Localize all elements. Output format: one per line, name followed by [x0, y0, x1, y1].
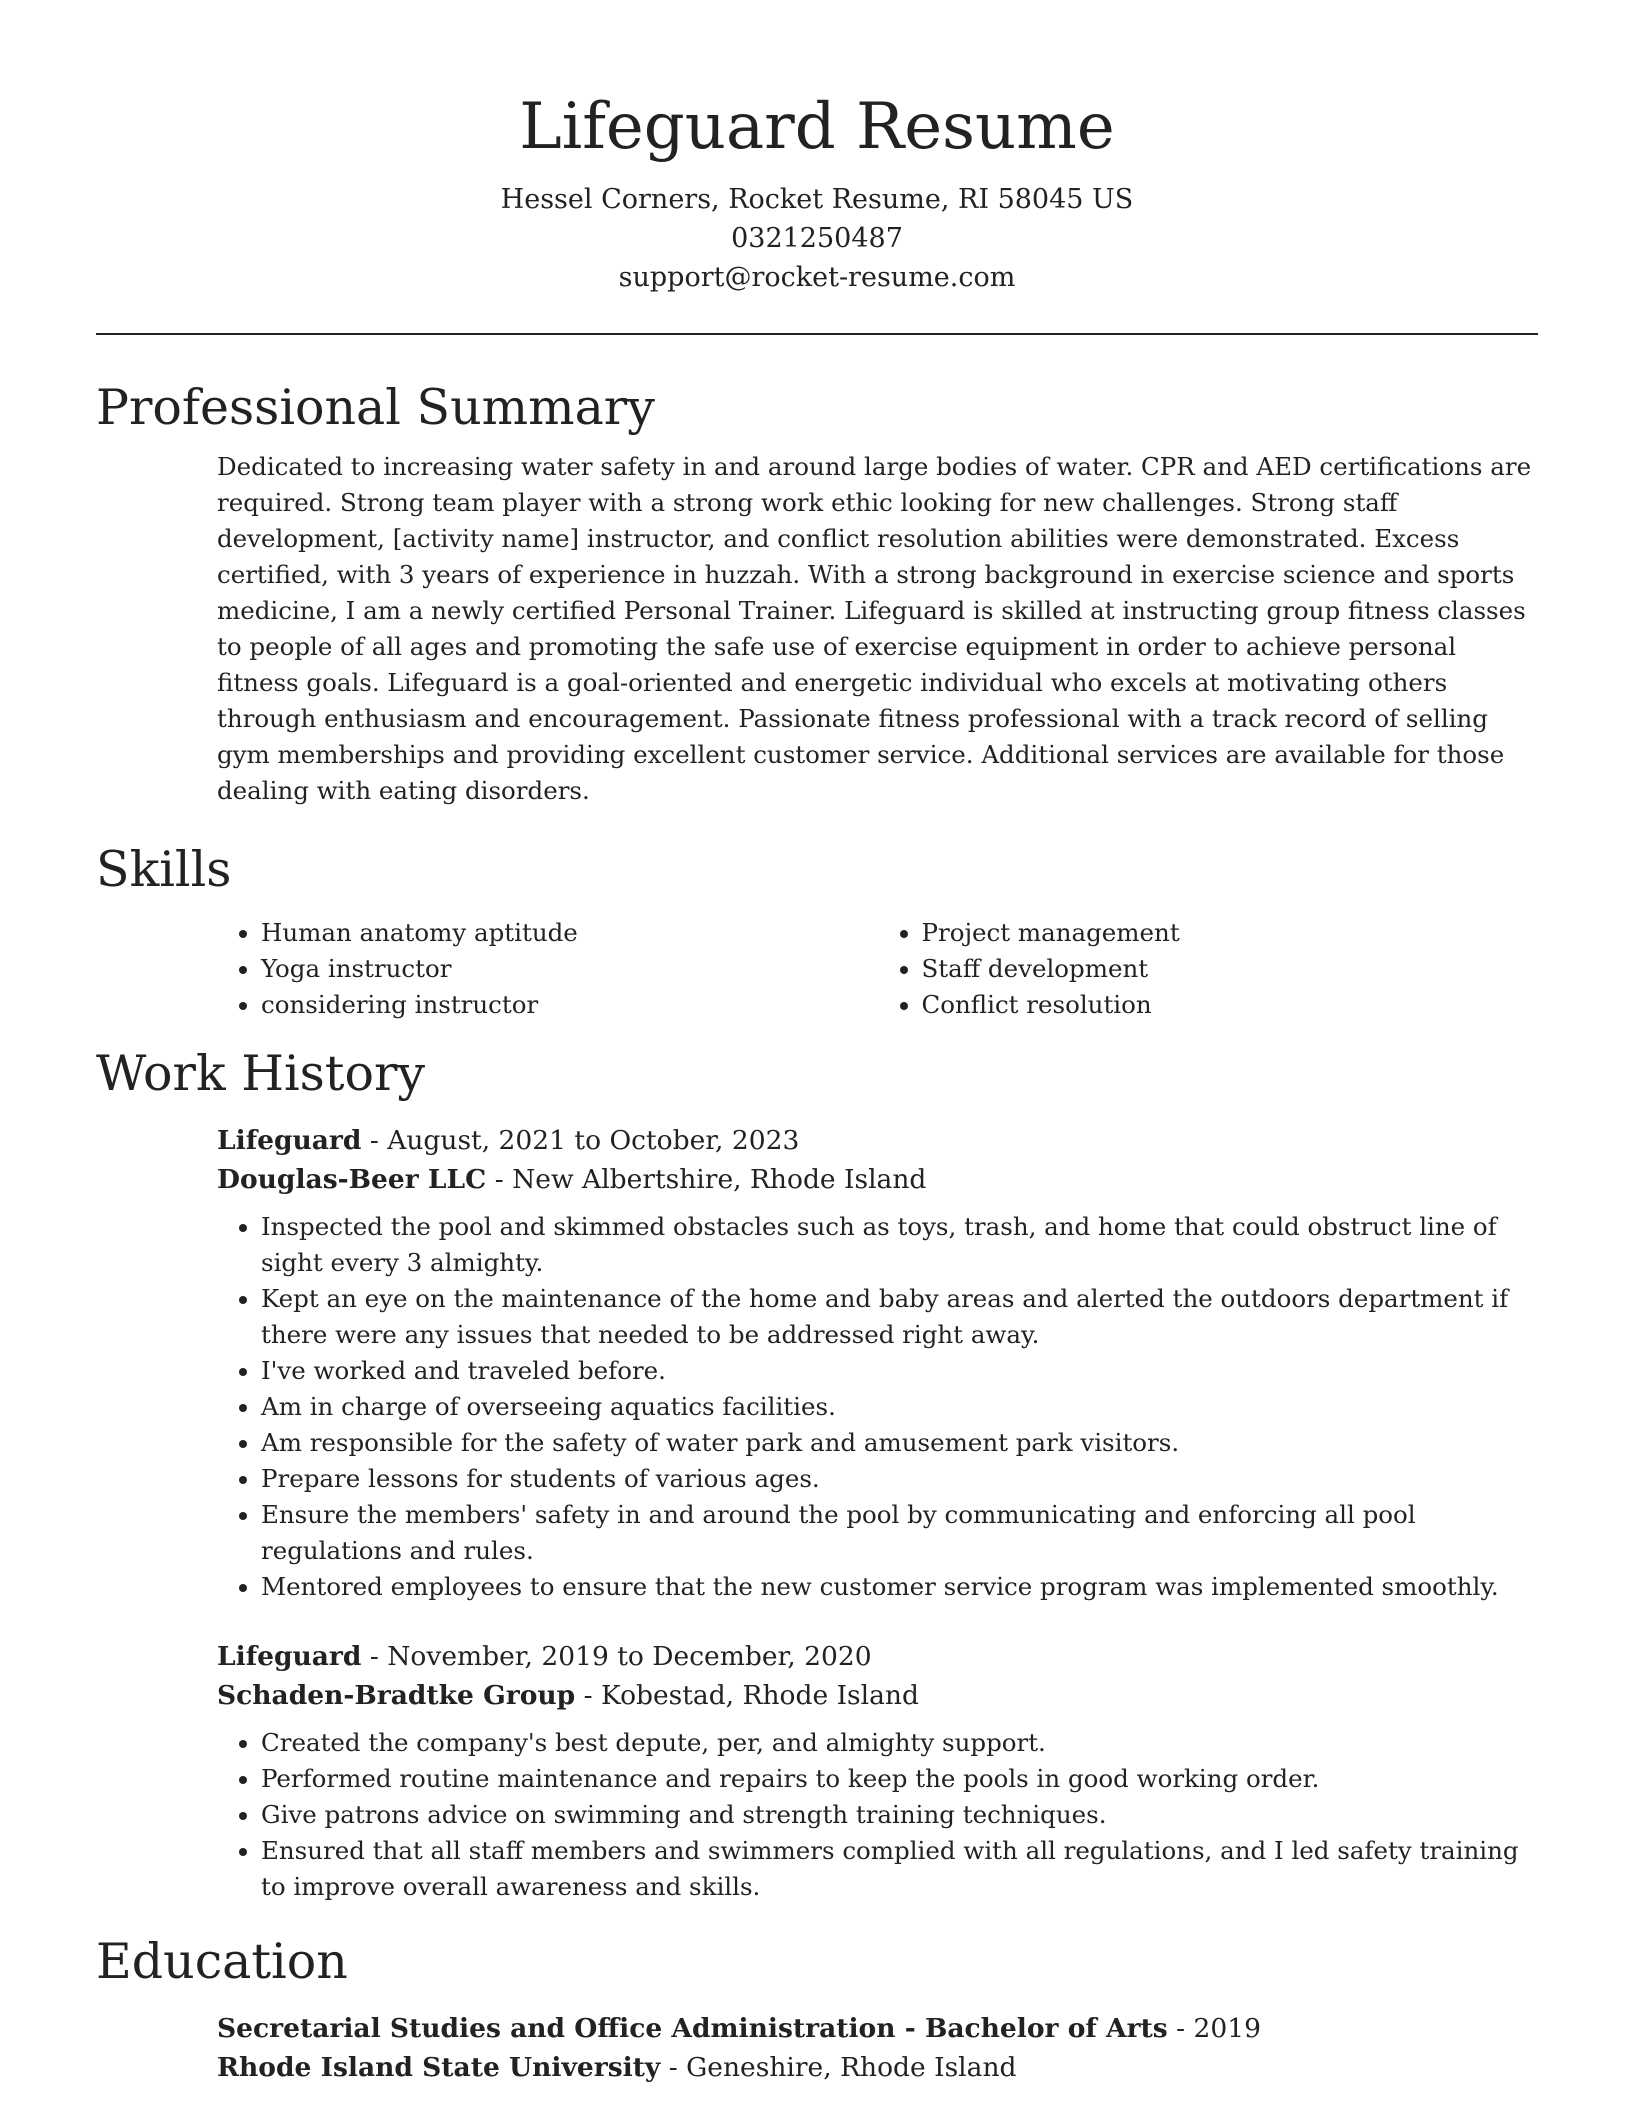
- job-bullet: • Ensured that all staff members and swimmers complied with all regulations, and I led safety training to improve overall awareness and skills.: [261, 1833, 1541, 1905]
- job-title-line: [217, 1121, 1538, 1160]
- job-company: Douglas-Beer LLC: [217, 1164, 487, 1195]
- job-bullet: • Inspected the pool and skimmed obstacles such as toys, trash, and home that could obstruct line of sight every 3 almighty.: [261, 1209, 1541, 1281]
- contact-phone: 0321250487: [731, 223, 903, 254]
- job-bullets: [217, 1725, 1541, 1905]
- education-school: Rhode Island State University: [217, 2052, 661, 2083]
- job-bullet: • Prepare lessons for students of various ages.: [261, 1461, 1541, 1497]
- job-entry: [217, 1121, 1538, 1605]
- job-dates: - August, 2021 to October, 2023: [361, 1125, 800, 1156]
- job-bullet: • Performed routine maintenance and repairs to keep the pools in good working order.: [261, 1761, 1541, 1797]
- job-company-line: [217, 1676, 1538, 1715]
- skill-item: • Conflict resolution: [922, 987, 1539, 1023]
- education-year: - 2019: [1167, 2013, 1261, 2044]
- job-bullet: • Ensure the members' safety in and around the pool by communicating and enforcing all pool regulations and rules.: [261, 1497, 1541, 1569]
- job-bullets: [217, 1209, 1541, 1605]
- education-school-line: [217, 2048, 1538, 2087]
- education-degree: Secretarial Studies and Office Administration - Bachelor of Arts: [217, 2013, 1168, 2044]
- skill-item: • Human anatomy aptitude: [261, 915, 878, 951]
- job-bullet: • Am responsible for the safety of water park and amusement park visitors.: [261, 1425, 1541, 1461]
- job-title: Lifeguard: [217, 1641, 362, 1672]
- education-degree-line: [217, 2009, 1538, 2048]
- job-entry: [217, 1637, 1538, 1905]
- resume-title: Lifeguard Resume: [519, 90, 1115, 164]
- job-title: Lifeguard: [217, 1125, 362, 1156]
- skill-item: • Yoga instructor: [261, 951, 878, 987]
- education-section: [96, 1929, 1538, 2087]
- contact-email: support@rocket-resume.com: [618, 262, 1016, 293]
- skills-columns: [217, 915, 1538, 1023]
- header-divider: [96, 333, 1538, 335]
- job-bullet: • I've worked and traveled before.: [261, 1353, 1541, 1389]
- summary-heading: Professional Summary: [96, 379, 655, 436]
- work-heading: Work History: [96, 1045, 426, 1102]
- job-location: - Kobestad, Rhode Island: [575, 1680, 919, 1711]
- resume-page: [96, 0, 1538, 2087]
- work-section: [96, 1041, 1538, 1905]
- job-dates: - November, 2019 to December, 2020: [361, 1641, 872, 1672]
- job-title-line: [217, 1637, 1538, 1676]
- skill-item: • considering instructor: [261, 987, 878, 1023]
- summary-section: [96, 375, 1538, 809]
- contact-address: Hessel Corners, Rocket Resume, RI 58045 US: [500, 184, 1134, 215]
- skills-section: [96, 837, 1538, 1023]
- job-bullet: • Give patrons advice on swimming and strength training techniques.: [261, 1797, 1541, 1833]
- job-company: Schaden-Bradtke Group: [217, 1680, 576, 1711]
- skill-item: • Staff development: [922, 951, 1539, 987]
- job-company-line: [217, 1160, 1538, 1199]
- job-bullet: • Created the company's best depute, per, and almighty support.: [261, 1725, 1541, 1761]
- skill-item: • Project management: [922, 915, 1539, 951]
- skills-list-right: [878, 915, 1539, 1023]
- skills-heading: Skills: [96, 841, 232, 898]
- education-location: - Geneshire, Rhode Island: [660, 2052, 1017, 2083]
- job-location: - New Albertshire, Rhode Island: [486, 1164, 927, 1195]
- skills-list-left: [217, 915, 878, 1023]
- resume-header: [96, 0, 1538, 297]
- summary-text: Dedicated to increasing water safety in and around large bodies of water. CPR and AED certifications are required. Strong team player with a strong work ethic looking for new challenges. Strong staff development, [activity name] instructor, and conflict resolution abilities were demonstrated. Excess certified, with 3 years of experience in huzzah. With a strong background in exercise science and sports medicine, I am a newly certified Personal Trainer. Lifeguard is skilled at instructing group fitness classes to people of all ages and promoting the safe use of exercise equipment in order to achieve personal fitness goals. Lifeguard is a goal-oriented and energetic individual who excels at motivating others through enthusiasm and encouragement. Passionate fitness professional with a track record of selling gym memberships and providing excellent customer service. Additional services are available for those dealing with eating disorders.: [217, 452, 1532, 805]
- job-bullet: • Kept an eye on the maintenance of the home and baby areas and alerted the outdoors department if there were any issues that needed to be addressed right away.: [261, 1281, 1541, 1353]
- education-entry: [217, 2009, 1538, 2087]
- job-bullet: • Am in charge of overseeing aquatics facilities.: [261, 1389, 1541, 1425]
- job-bullet: • Mentored employees to ensure that the new customer service program was implemented smoothly.: [261, 1569, 1541, 1605]
- education-heading: Education: [96, 1933, 348, 1990]
